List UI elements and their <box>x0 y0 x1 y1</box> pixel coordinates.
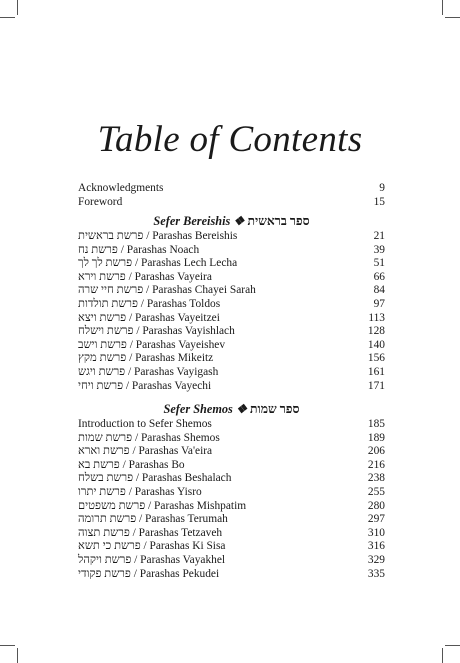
toc-entry <box>78 380 385 394</box>
toc-entry-title: פרשת תולדות / Parashas Toldos <box>78 297 221 310</box>
toc-entry <box>78 230 385 244</box>
crop-mark <box>445 17 460 18</box>
toc-entry <box>78 366 385 380</box>
section-name-en: Sefer Bereishis <box>153 214 231 228</box>
toc-entry-title: פרשת נח / Parashas Noach <box>78 243 200 256</box>
toc-entry-page: 189 <box>367 431 385 444</box>
toc-entry <box>78 432 385 446</box>
toc-entry <box>78 257 385 271</box>
crop-mark <box>442 0 443 15</box>
toc-entry-page: 329 <box>367 553 385 566</box>
toc-entry-page: 171 <box>367 379 385 392</box>
toc-entry-page: 21 <box>373 230 385 242</box>
crop-mark <box>17 648 18 663</box>
toc-entry-page: 9 <box>379 182 385 194</box>
toc-entry <box>78 568 385 582</box>
toc-entry-page: 51 <box>373 257 385 270</box>
toc-entry-page: 238 <box>367 472 385 485</box>
page-title: Table of Contents <box>97 119 363 160</box>
section-separator: ❖ <box>233 214 245 228</box>
section-heading <box>78 213 385 230</box>
toc-entry-page: 255 <box>367 485 385 498</box>
toc-entry <box>78 486 385 500</box>
toc-entry-title: פרשת וארא / Parashas Va'eira <box>78 445 213 458</box>
toc-entry <box>78 284 385 298</box>
crop-mark <box>445 645 460 646</box>
toc-entry-title: פרשת ויצא / Parashas Vayeitzei <box>78 311 220 324</box>
toc-entry-page: 39 <box>373 243 385 256</box>
toc-entry-title: Introduction to Sefer Shemos <box>78 418 212 430</box>
toc-entry-page: 156 <box>367 352 385 365</box>
toc-entry-page: 15 <box>373 195 385 208</box>
toc-entry-page: 316 <box>367 540 385 553</box>
toc-entry-title: Foreword <box>78 195 123 208</box>
toc-section-2 <box>78 401 385 581</box>
toc-entry-title: פרשת מקץ / Parashas Mikeitz <box>78 352 214 365</box>
section-heading <box>78 401 385 418</box>
toc-entry <box>78 459 385 473</box>
crop-mark <box>0 17 15 18</box>
toc-entry-title: פרשת פקודי / Parashas Pekudei <box>78 567 220 580</box>
toc-entry-page: 216 <box>367 458 385 471</box>
toc-entry-page: 297 <box>367 513 385 526</box>
toc-entry-title: פרשת משפטים / Parashas Mishpatim <box>78 499 247 512</box>
toc-entry-title: פרשת שמות / Parashas Shemos <box>78 431 220 444</box>
toc-entry-title: פרשת תצוה / Parashas Tetzaveh <box>78 526 223 539</box>
toc-entry-title: פרשת וירא / Parashas Vayeira <box>78 270 212 283</box>
section-name-en: Sefer Shemos <box>163 402 233 416</box>
crop-mark <box>0 645 15 646</box>
toc-entry <box>78 182 385 196</box>
toc-entry-title: פרשת ויגש / Parashas Vayigash <box>78 365 219 378</box>
toc-entry-page: 128 <box>367 325 385 338</box>
toc-entry-title: פרשת ויחי / Parashas Vayechi <box>78 379 212 392</box>
toc-entry <box>78 513 385 527</box>
toc-entry-title: Acknowledgments <box>78 182 164 194</box>
toc-entry-page: 185 <box>367 418 385 430</box>
toc-entry-title: פרשת בשלח / Parashas Beshalach <box>78 472 232 485</box>
toc-entry <box>78 196 385 210</box>
toc-entry-title: פרשת ויקהל / Parashas Vayakhel <box>78 553 226 566</box>
toc-entry-page: 140 <box>367 338 385 351</box>
toc-entry <box>78 325 385 339</box>
toc-entry <box>78 500 385 514</box>
toc-entry-page: 206 <box>367 445 385 458</box>
toc-entry-title: פרשת לך לך / Parashas Lech Lecha <box>78 257 238 270</box>
toc-front-matter <box>78 182 385 209</box>
toc-entry-page: 84 <box>373 284 385 297</box>
crop-mark <box>442 648 443 663</box>
toc-entry-page: 310 <box>367 526 385 539</box>
toc-entry-list <box>78 418 385 581</box>
toc-entry <box>78 339 385 353</box>
crop-mark <box>17 0 18 15</box>
toc-entry-title: פרשת וישלח / Parashas Vayishlach <box>78 325 235 338</box>
toc-entry-title: פרשת חיי שרה / Parashas Chayei Sarah <box>78 284 256 297</box>
toc-entry-title: פרשת תרומה / Parashas Terumah <box>78 513 228 526</box>
section-name-he: ספר שמות <box>250 402 300 416</box>
toc-entry <box>78 298 385 312</box>
toc-entry-title: פרשת וישב / Parashas Vayeishev <box>78 338 226 351</box>
toc-entry-page: 335 <box>367 567 385 580</box>
toc-section-1 <box>78 213 385 393</box>
toc-entry <box>78 418 385 432</box>
toc-entry <box>78 352 385 366</box>
toc-entry <box>78 244 385 258</box>
toc-entry-title: פרשת בראשית / Parashas Bereishis <box>78 230 238 242</box>
toc-entry-page: 66 <box>373 270 385 283</box>
toc-entry-title: פרשת יתרו / Parashas Yisro <box>78 485 202 498</box>
toc-entry <box>78 472 385 486</box>
section-name-he: ספר בראשית <box>247 214 310 228</box>
toc-entry-title: פרשת כי תשא / Parashas Ki Sisa <box>78 540 226 553</box>
toc-entry <box>78 554 385 568</box>
toc-entry <box>78 271 385 285</box>
toc-entry <box>78 540 385 554</box>
toc-entry-page: 161 <box>367 365 385 378</box>
toc-entry-list <box>78 230 385 393</box>
toc-entry-page: 113 <box>368 311 385 324</box>
toc-entry <box>78 445 385 459</box>
toc-entry-page: 97 <box>373 297 385 310</box>
toc-entry-title: פרשת בא / Parashas Bo <box>78 458 185 471</box>
section-separator: ❖ <box>235 402 247 416</box>
toc-entry <box>78 312 385 326</box>
toc-entry-page: 280 <box>367 499 385 512</box>
toc-entry <box>78 527 385 541</box>
